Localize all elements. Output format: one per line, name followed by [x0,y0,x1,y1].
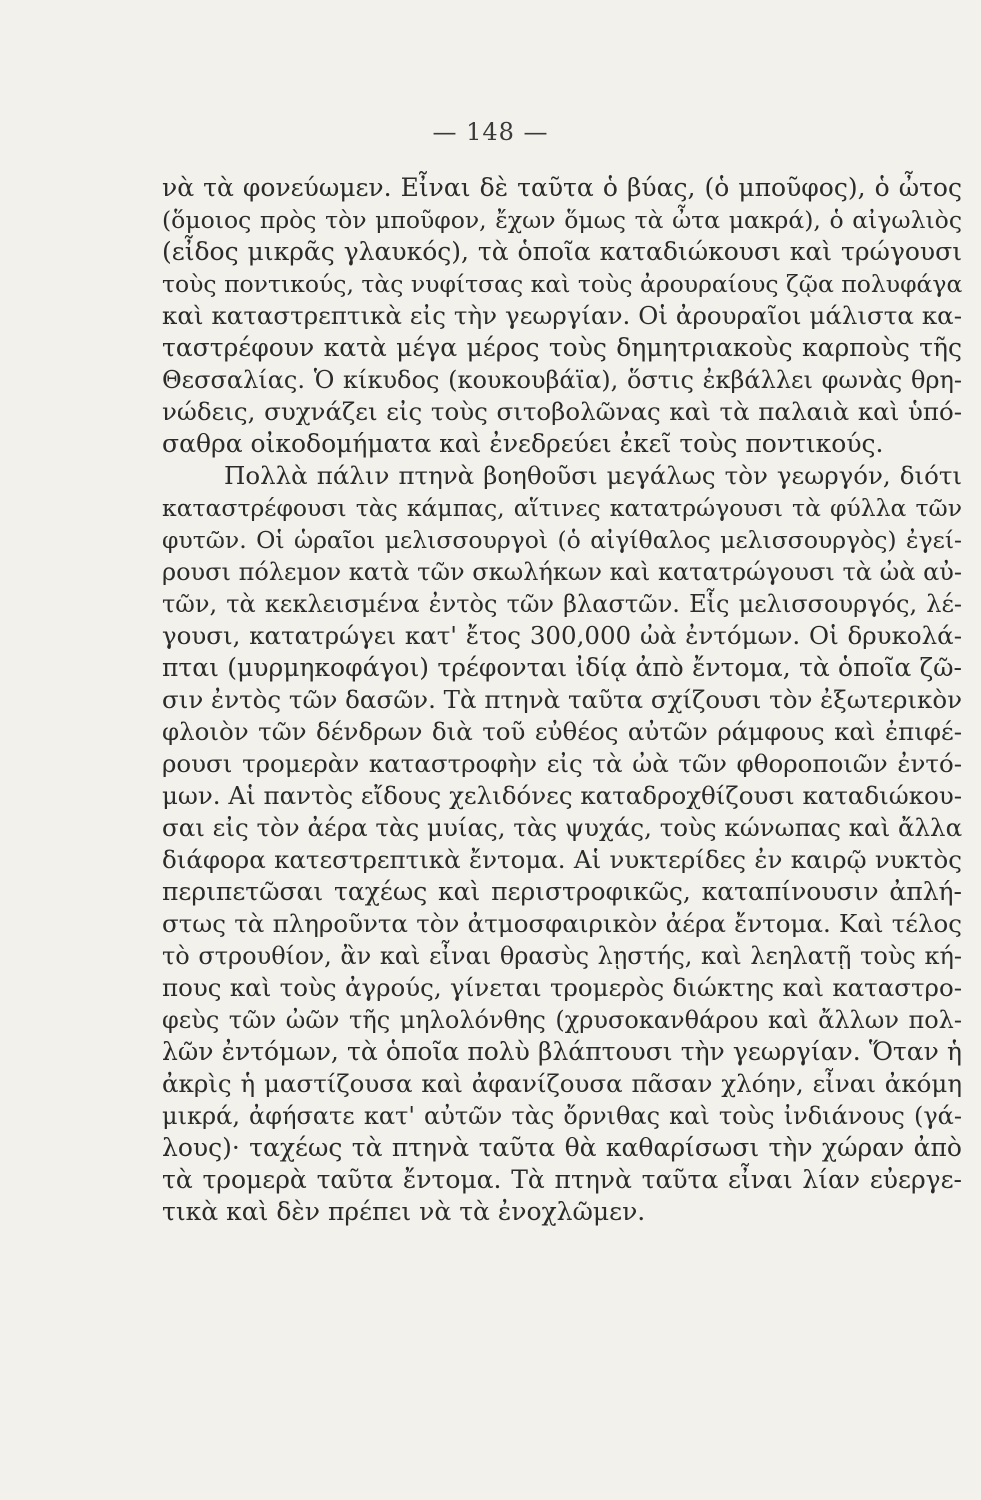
text-line: φεὺς τῶν ὠῶν τῆς μηλολόνθης (χρυσοκανθάρου καὶ ἄλλων πολ- [162,1006,962,1034]
text-line: σιν ἐντὸς τῶν δασῶν. Τὰ πτηνὰ ταῦτα σχίζουσι τὸν ἐξωτερικὸν [162,685,962,714]
text-line: ρουσι τρομερὰν καταστροφὴν εἰς τὰ ὠὰ τῶν φθοροποιῶν ἐντό- [162,749,962,778]
text-line: μων. Αἱ παντὸς εἴδους χελιδόνες καταδροχθίζουσι καταδιώκου- [162,781,962,810]
text-line: ἀκρὶς ἡ μαστίζουσα καὶ ἀφανίζουσα πᾶσαν χλόην, εἶναι ἀκόμη [162,1069,962,1098]
text-line: μικρά, ἀφήσατε κατ' αὐτῶν τὰς ὄρνιθας καὶ τοὺς ἰνδιάνους (γά- [162,1102,962,1130]
text-line: τικὰ καὶ δὲν πρέπει νὰ τὰ ἐνοχλῶμεν. [162,1197,646,1226]
text-line: διάφορα κατεστρεπτικὰ ἔντομα. Αἱ νυκτερίδες ἐν καιρῷ νυκτὸς [162,845,962,874]
text-line: φυτῶν. Οἱ ὡραῖοι μελισσουργοὶ (ὁ αἰγίθαλος μελισσουργὸς) ἐγεί- [162,526,962,554]
text-line: Πολλὰ πάλιν πτηνὰ βοηθοῦσι μεγάλως τὸν γεωργόν, διότι [224,461,962,490]
text-line: τῶν, τὰ κεκλεισμένα ἐντὸς τῶν βλαστῶν. Εἷς μελισσουργός, λέ- [162,590,962,618]
text-line: (ὅμοιος πρὸς τὸν μποῦφον, ἔχων ὅμως τὰ ὦτα μακρά), ὁ αἰγωλιὸς [162,206,962,234]
text-line: ρουσι πόλεμον κατὰ τῶν σκωλήκων καὶ κατατρώγουσι τὰ ὠὰ αὐ- [162,558,962,586]
text-line: καταστρέφουσι τὰς κάμπας, αἵτινες κατατρώγουσι τὰ φύλλα τῶν [162,494,962,522]
text-line: λους)· ταχέως τὰ πτηνὰ ταῦτα θὰ καθαρίσωσι τὴν χώραν ἀπὸ [162,1133,962,1162]
text-line: τὰ τρομερὰ ταῦτα ἔντομα. Τὰ πτηνὰ ταῦτα εἶναι λίαν εὐεργε- [162,1165,962,1194]
text-line: σαθρα οἰκοδομήματα καὶ ἐνεδρεύει ἐκεῖ τοὺς ποντικούς. [162,429,884,458]
text-line: τὸ στρουθίον, ἂν καὶ εἶναι θρασὺς λῃστής, καὶ λεηλατῇ τοὺς κή- [162,942,962,970]
text-line: ταστρέφουν κατὰ μέγα μέρος τοὺς δημητριακοὺς καρποὺς τῆς [162,333,962,362]
text-line: Θεσσαλίας. Ὁ κίκυδος (κουκουβάϊα), ὅστις ἐκβάλλει φωνὰς θρη- [162,366,962,394]
text-line: φλοιὸν τῶν δένδρων διὰ τοῦ εὐθέος αὐτῶν ράμφους καὶ ἐπιφέ- [162,717,962,746]
text-line: στως τὰ πληροῦντα τὸν ἀτμοσφαιρικὸν ἀέρα ἔντομα. Καὶ τέλος [162,909,962,938]
text-line: καὶ καταστρεπτικὰ εἰς τὴν γεωργίαν. Οἱ ἀρουραῖοι μάλιστα κα- [162,301,962,330]
text-line: λῶν ἐντόμων, τὰ ὁποῖα πολὺ βλάπτουσι τὴν γεωργίαν. Ὅταν ἡ [162,1037,962,1066]
text-line: νὰ τὰ φονεύωμεν. Εἶναι δὲ ταῦτα ὁ βύας, (ὁ μποῦφος), ὁ ὦτος [162,173,962,202]
text-line: τοὺς ποντικούς, τὰς νυφίτσας καὶ τοὺς ἀρουραίους ζῷα πολυφάγα [162,270,963,298]
body-text [162,172,962,1228]
text-line: περιπετῶσαι ταχέως καὶ περιστροφικῶς, καταπίνουσιν ἀπλή- [162,877,962,906]
text-line: σαι εἰς τὸν ἀέρα τὰς μυίας, τὰς ψυχάς, τοὺς κώνωπας καὶ ἄλλα [162,813,963,842]
text-line: (εἶδος μικρᾶς γλαυκός), τὰ ὁποῖα καταδιώκουσι καὶ τρώγουσι [162,237,962,266]
page-number: — 148 — [432,118,549,146]
text-line: γουσι, κατατρώγει κατ' ἔτος 300,000 ὠὰ ἐντόμων. Οἱ δρυκολά- [162,621,962,650]
text-line: νώδεις, συχνάζει εἰς τοὺς σιτοβολῶνας καὶ τὰ παλαιὰ καὶ ὑπό- [162,397,962,426]
text-line: πται (μυρμηκοφάγοι) τρέφονται ἰδίᾳ ἀπὸ ἔντομα, τὰ ὁποῖα ζῶ- [162,653,962,682]
text-line: πους καὶ τοὺς ἀγρούς, γίνεται τρομερὸς διώκτης καὶ καταστρο- [162,973,962,1002]
